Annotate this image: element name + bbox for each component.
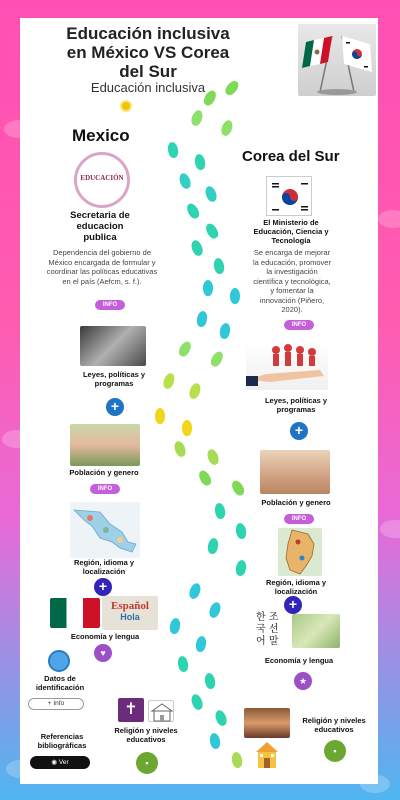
espanol-word: Español [111, 600, 149, 612]
footprint-icon [169, 617, 182, 634]
chat-icon[interactable]: ▪ [136, 752, 158, 774]
church-icon [148, 700, 174, 722]
heart-icon[interactable]: ♥ [94, 644, 112, 662]
cross-icon: ✝ [124, 701, 138, 718]
footprint-icon [194, 153, 207, 170]
datos-label: Datos de identificación [35, 674, 85, 692]
mexico-map-icon [70, 502, 140, 558]
korea-info-button[interactable]: INFO [284, 320, 314, 330]
footprint-icon [162, 372, 177, 390]
eye-icon: ◉ [51, 759, 59, 766]
footprint-icon [219, 322, 232, 339]
korea-flag [266, 176, 312, 216]
korea-region-plus-button[interactable]: + [284, 596, 302, 614]
footprint-icon [197, 469, 214, 488]
korea-description: Se encarga de mejorar la educación, promover la investigación científica y tecnológica, y fomentar la innovación (Piñero, 2020). [253, 248, 331, 314]
footprint-icon [155, 408, 165, 424]
footprint-icon [177, 655, 190, 672]
mexico-map [70, 502, 140, 558]
footprint-icon [207, 537, 220, 554]
mexico-institution: Secretaria de educacion publica [70, 210, 130, 243]
footprint-icon [230, 479, 247, 498]
korea-flag-icon [267, 177, 313, 217]
mexico-info-button[interactable]: INFO [95, 300, 125, 310]
korea-map-icon [278, 528, 322, 576]
korea-institution: El Ministerio de Educación, Ciencia y Tecnología [253, 218, 329, 245]
star-icon[interactable]: ★ [294, 672, 312, 690]
korea-religion-label: Religión y niveles educativos [302, 716, 366, 734]
laws-photo [80, 326, 146, 366]
korea-laws-label: Leyes, políticas y programas [264, 396, 328, 414]
mexico-description: Dependencia del gobierno de México encargada de formular y coordinar las políticas educativas en el país (Aefcm, s. f.). [46, 248, 158, 286]
footprint-icon [235, 522, 248, 539]
infographic-card [20, 18, 378, 784]
school-drawing [254, 740, 280, 770]
hangul-line: 어 말 [256, 636, 279, 647]
page-subtitle: Educación inclusiva [90, 80, 206, 95]
hand-figures-photo [246, 340, 328, 390]
korea-economy-label: Economía y lengua [264, 656, 334, 665]
monks-photo [244, 708, 290, 738]
flags-photo [298, 24, 376, 96]
page-title [38, 24, 258, 81]
footprint-icon [214, 502, 227, 519]
korea-heading: Corea del Sur [242, 148, 340, 165]
info-button-label: Info [53, 700, 65, 707]
footprint-icon [203, 280, 213, 296]
korean-money-photo [292, 614, 340, 648]
people-in-hand-icon [246, 340, 328, 390]
footprint-icon [177, 340, 194, 359]
title-line: del Sur [119, 62, 177, 81]
ver-button[interactable] [30, 756, 90, 769]
footprint-icon [188, 382, 203, 400]
mexico-population-info-button[interactable]: INFO [90, 484, 120, 494]
footprint-icon [220, 119, 235, 137]
footprint-icon [185, 202, 202, 221]
footprint-icon [190, 693, 205, 711]
hangul-line: 한 조 [256, 612, 279, 623]
ver-button-label: Ver [58, 759, 69, 766]
footprint-icon [214, 709, 229, 727]
plus-icon: + [47, 700, 54, 707]
mexico-flag-photo [50, 598, 100, 628]
footprint-icon [188, 582, 203, 600]
background-print [378, 210, 400, 228]
hangul-line: 국 선 [256, 624, 279, 635]
footprint-icon [209, 350, 226, 369]
school-building-icon [254, 740, 280, 770]
mexico-region-plus-button[interactable]: + [94, 578, 112, 596]
footprint-icon [190, 109, 205, 127]
footprint-icon [204, 185, 219, 203]
footprint-icon [190, 239, 205, 257]
footprint-icon [231, 751, 244, 768]
sep-logo [74, 152, 130, 208]
footprint-icon [195, 635, 208, 652]
hola-word: Hola [120, 612, 140, 622]
footprint-icon [208, 601, 223, 619]
mexico-laws-plus-button[interactable]: + [106, 398, 124, 416]
church-drawing [149, 701, 175, 723]
references-label: Referencias bibliográficas [37, 732, 87, 750]
espanol-wordcloud [102, 596, 158, 630]
footprint-icon [204, 222, 221, 241]
footprint-icon [182, 420, 192, 436]
korea-map [278, 528, 322, 576]
footprint-icon [178, 172, 193, 190]
footprint-icon [204, 672, 217, 689]
mexico-economy-label: Economía y lengua [70, 632, 140, 641]
footprint-icon [235, 559, 248, 576]
title-line: en México VS Corea [66, 43, 230, 62]
footprint-icon [230, 288, 240, 304]
korea-population-photo [260, 450, 330, 494]
pin-icon[interactable] [120, 100, 132, 112]
footprint-icon [167, 141, 180, 158]
korea-region-label: Región, idioma y localización [265, 578, 326, 596]
footprint-icon [213, 257, 226, 274]
sep-logo-text: EDUCACIÓN [80, 174, 124, 182]
footprint-icon [206, 448, 221, 466]
mexico-religion-label: Religión y niveles educativos [114, 726, 178, 744]
crossed-flags-icon [298, 24, 376, 96]
hangul-text [256, 612, 292, 648]
footprint-icon [209, 732, 222, 749]
chat-icon[interactable]: ▪ [324, 740, 346, 762]
title-line: Educación inclusiva [66, 24, 230, 43]
footprint-icon [173, 440, 188, 458]
mexico-laws-label: Leyes, políticas y programas [82, 370, 146, 388]
mexico-heading: Mexico [72, 126, 130, 145]
background-print [380, 520, 400, 538]
mexico-region-label: Región, idioma y localización [73, 558, 134, 576]
mexico-population-label: Población y genero [69, 468, 139, 477]
info-button[interactable] [28, 698, 84, 710]
footprint-icon [196, 310, 209, 327]
korea-population-label: Población y genero [261, 498, 331, 507]
id-icon [48, 650, 70, 672]
korea-population-info-button[interactable]: INFO [284, 514, 314, 524]
cross-photo [118, 698, 144, 722]
population-photo [70, 424, 140, 466]
korea-laws-plus-button[interactable]: + [290, 422, 308, 440]
